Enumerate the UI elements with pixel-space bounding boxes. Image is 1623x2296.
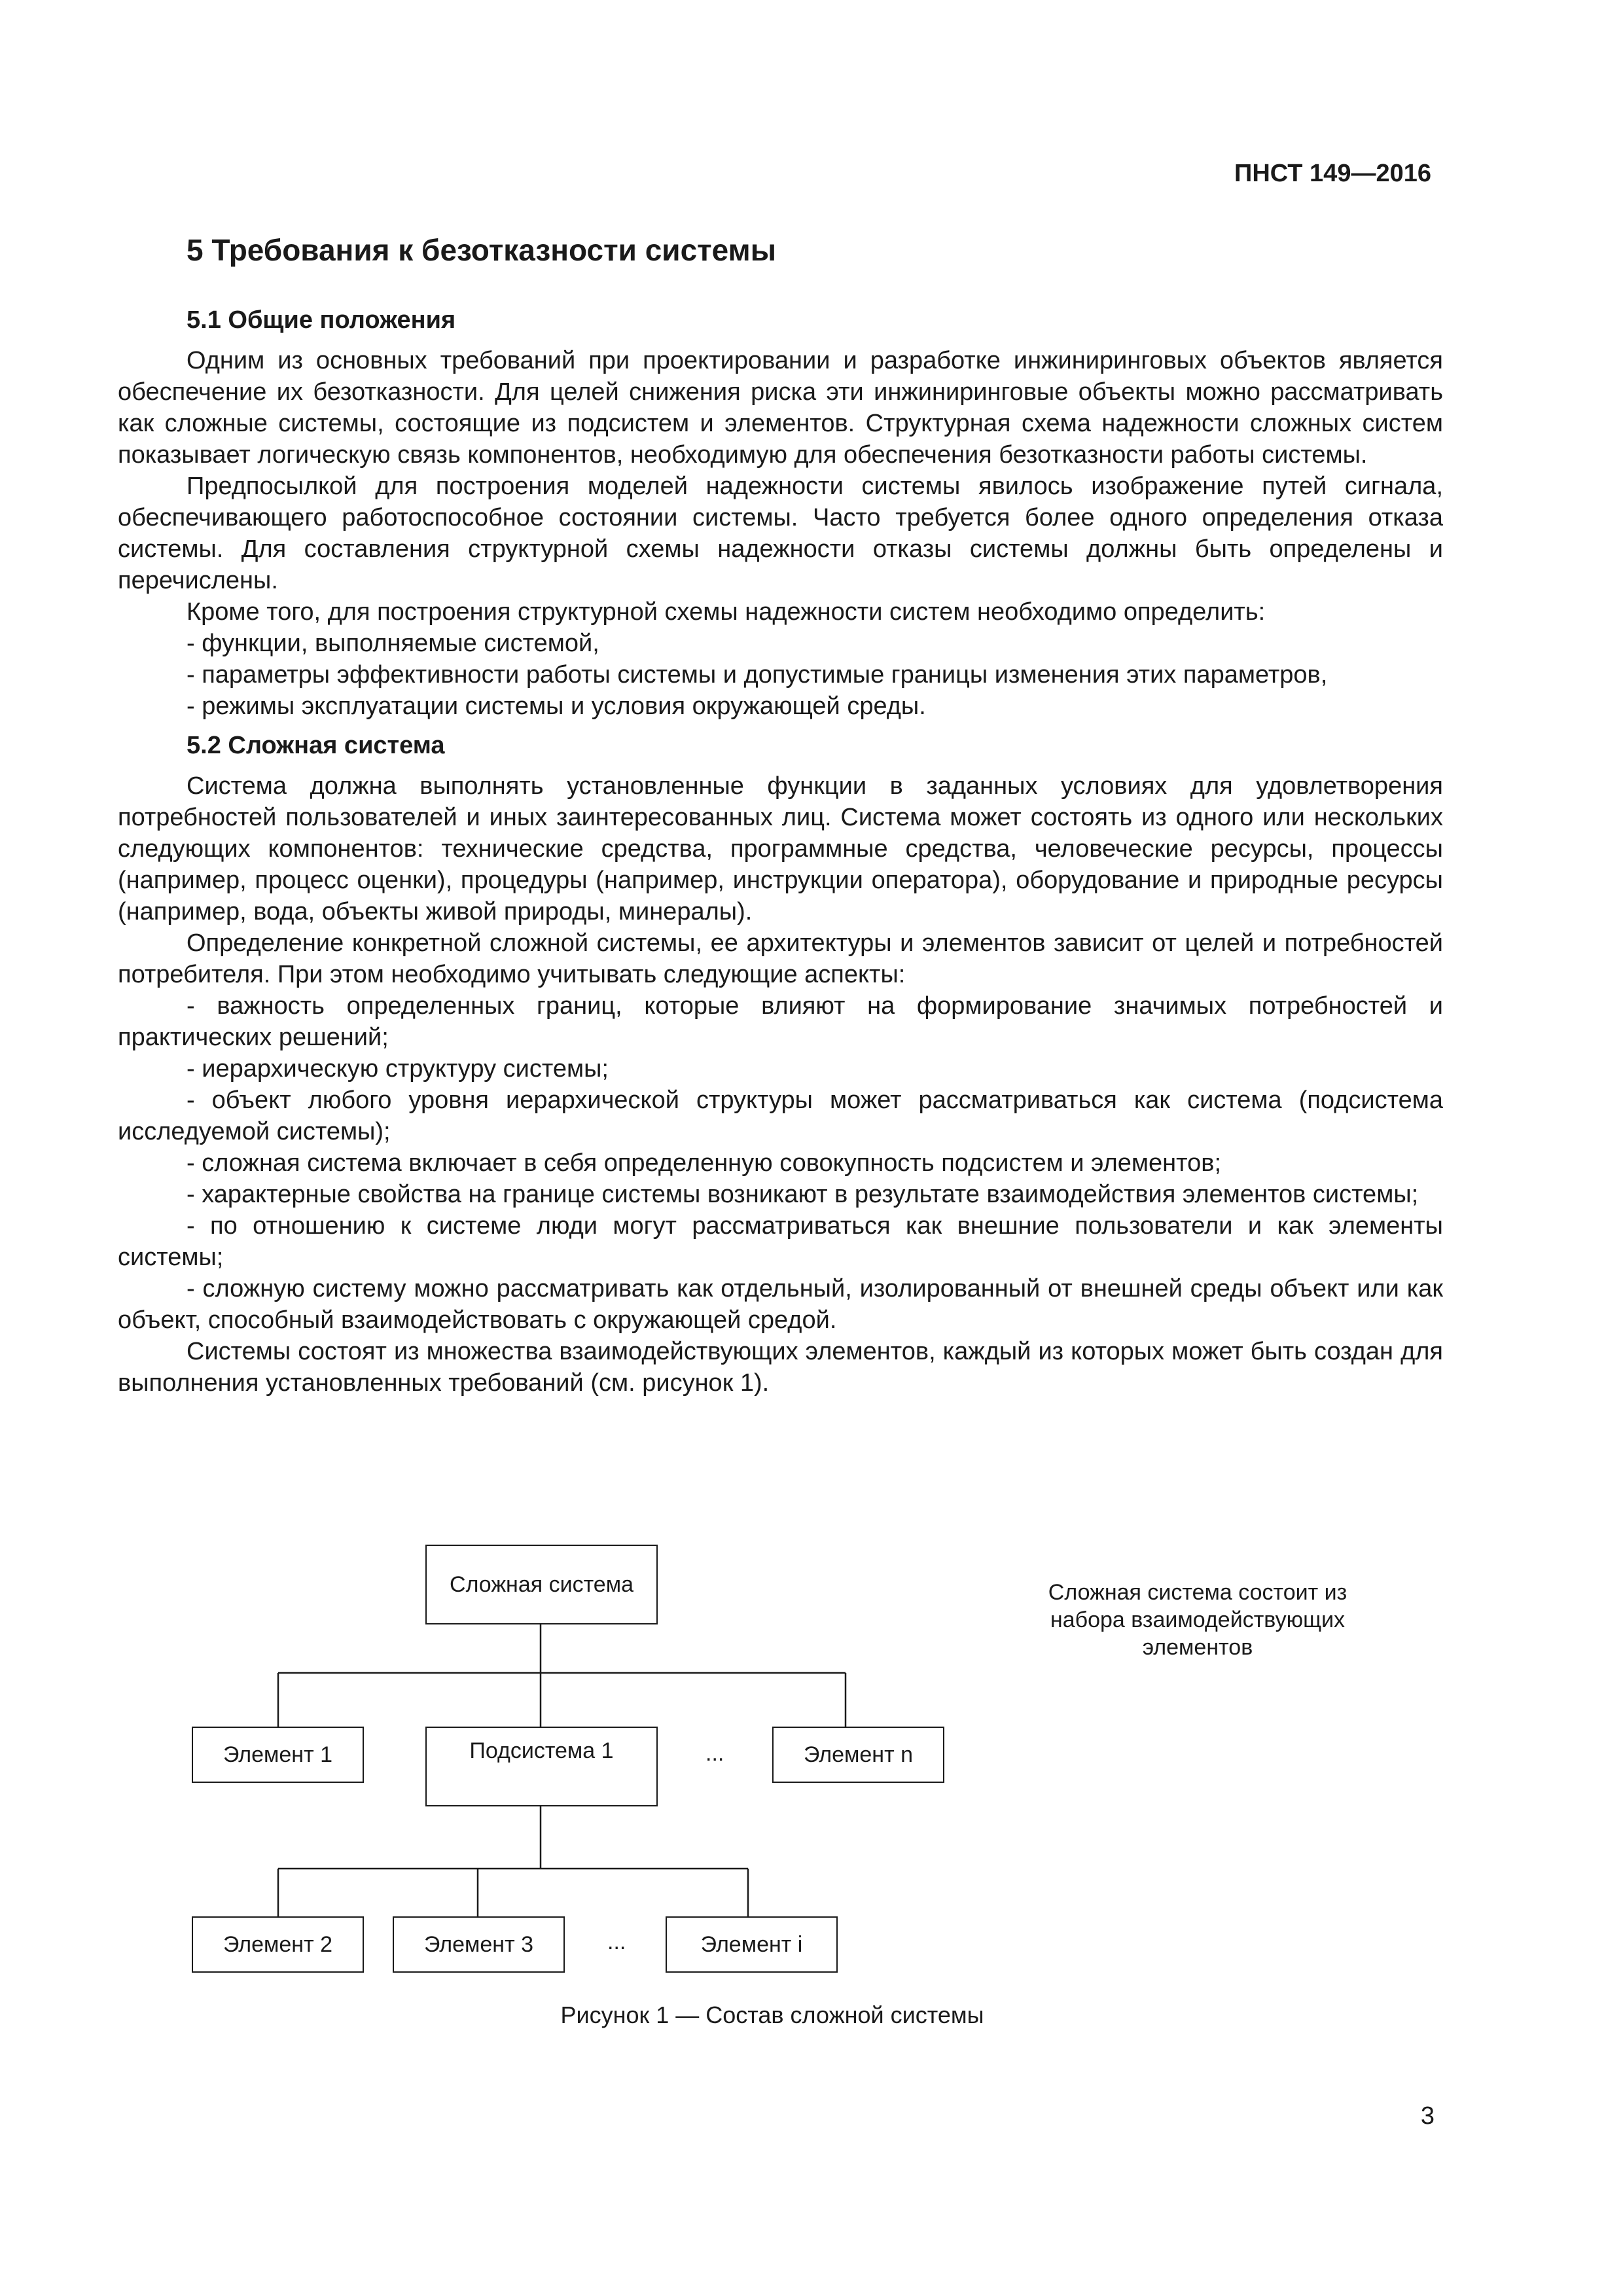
list-item: - функции, выполняемые системой, bbox=[187, 630, 599, 657]
list-item: - режимы эксплуатации системы и условия окружающей среды. bbox=[187, 692, 926, 720]
list-item: - объект любого уровня иерархической структуры может рассматриваться как система (подсистема исследуемой системы); bbox=[118, 1086, 1443, 1145]
figure-caption: Рисунок 1 — Состав сложной системы bbox=[560, 2001, 984, 2028]
subsection-title-5-2: 5.2 Сложная система bbox=[187, 732, 445, 759]
paragraph: Предпосылкой для построения моделей надежности системы явилось изображение путей сигнала, обеспечивающего работоспособное состоянии системы. Часто требуется более одного определения отказа системы. Для составления структурной схемы надежности отказы системы должны быть определены и перечислены. bbox=[118, 473, 1443, 594]
list-item: - характерные свойства на границе системы возникают в результате взаимодействия элементов системы; bbox=[187, 1181, 1419, 1208]
subsystem-1-box: Подсистема 1 bbox=[425, 1727, 658, 1806]
figure-note: Сложная система состоит из набора взаимодействующих элементов bbox=[1048, 1580, 1347, 1660]
paragraph: Одним из основных требований при проектировании и разработке инжиниринговых объектов является обеспечение их безотказности. Для целей снижения риска эти инжиниринговые объекты можно рассматривать как сложные системы, состоящие из подсистем и элементов. Структурная схема надежности сложных систем показывает логическую связь компонентов, необходимую для обеспечения безотказности работы системы. bbox=[118, 347, 1443, 469]
complex-system-box: Сложная система bbox=[425, 1545, 658, 1624]
element-i-box: Элемент i bbox=[666, 1916, 838, 1973]
paragraph: Система должна выполнять установленные функции в заданных условиях для удовлетворения потребностей пользователей и иных заинтересованных лиц. Система может состоять из одного или нескольких следующих компонентов: технические средства, программные средства, человеческие ресурсы, процессы (например, процесс оценки), процедуры (например, инструкции оператора), оборудование и природные ресурсы (например, вода, объекты живой природы, минералы). bbox=[118, 772, 1443, 925]
list-item: - по отношению к системе люди могут рассматриваться как внешние пользователи и как элементы системы; bbox=[118, 1212, 1443, 1271]
subsection-title-5-1: 5.1 Общие положения bbox=[187, 306, 456, 334]
page-number: 3 bbox=[1420, 2102, 1435, 2130]
body-text bbox=[118, 304, 1443, 1399]
element-n-box: Элемент n bbox=[772, 1727, 944, 1783]
section-title: 5 Требования к безотказности системы bbox=[187, 233, 776, 267]
list-item: - сложную систему можно рассматривать как отдельный, изолированный от внешней среды объект или как объект, способный взаимодействовать с окружающей средой. bbox=[118, 1275, 1443, 1334]
document-id: ПНСТ 149—2016 bbox=[1234, 160, 1431, 187]
element-1-box: Элемент 1 bbox=[192, 1727, 364, 1783]
paragraph: Системы состоят из множества взаимодействующих элементов, каждый из которых может быть создан для выполнения установленных требований (см. рисунок 1). bbox=[118, 1338, 1443, 1397]
element-2-box: Элемент 2 bbox=[192, 1916, 364, 1973]
ellipsis: ... bbox=[607, 1929, 626, 1954]
element-3-box: Элемент 3 bbox=[393, 1916, 565, 1973]
paragraph: Кроме того, для построения структурной схемы надежности систем необходимо определить: bbox=[187, 598, 1266, 626]
ellipsis: ... bbox=[705, 1741, 724, 1766]
paragraph: Определение конкретной сложной системы, ее архитектуры и элементов зависит от целей и потребностей потребителя. При этом необходимо учитывать следующие аспекты: bbox=[118, 929, 1443, 988]
list-item: - сложная система включает в себя определенную совокупность подсистем и элементов; bbox=[187, 1149, 1222, 1177]
list-item: - важность определенных границ, которые влияют на формирование значимых потребностей и практических решений; bbox=[118, 992, 1443, 1051]
list-item: - параметры эффективности работы системы и допустимые границы изменения этих параметров, bbox=[187, 661, 1328, 689]
list-item: - иерархическую структуру системы; bbox=[187, 1055, 609, 1083]
